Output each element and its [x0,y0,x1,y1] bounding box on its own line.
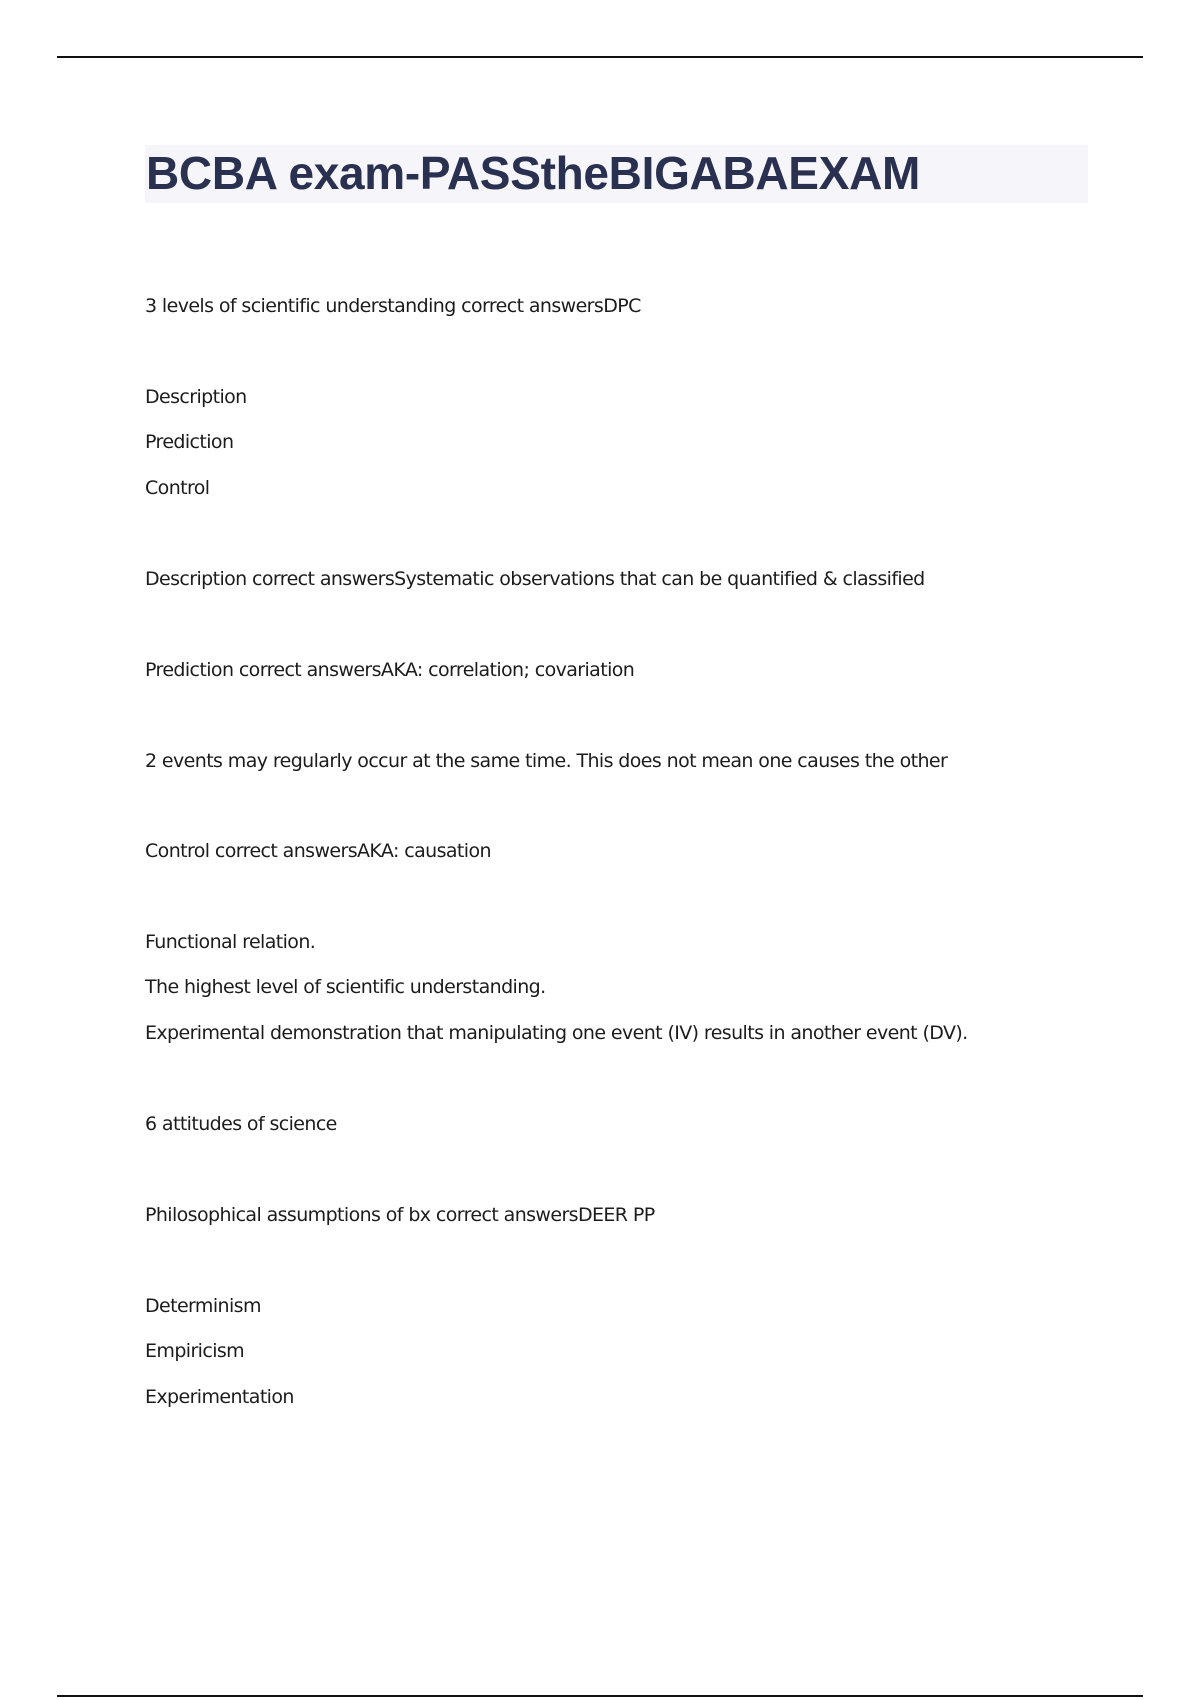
text-line: Experimental demonstration that manipulating one event (IV) results in another event (DV). [145,1022,968,1044]
top-rule [57,56,1143,58]
text-line: Prediction correct answersAKA: correlation; covariation [145,659,635,681]
text-line: Control correct answersAKA: causation [145,840,491,862]
text-line: The highest level of scientific understanding. [145,976,546,998]
text-line: Empiricism [145,1340,245,1362]
text-line: Description [145,386,247,408]
text-line: Philosophical assumptions of bx correct answersDEER PP [145,1204,655,1226]
text-line: Prediction [145,431,234,453]
text-line: 2 events may regularly occur at the same time. This does not mean one causes the other [145,750,948,772]
document-title: BCBA exam-PASStheBIGABAEXAM [146,147,921,199]
bottom-rule [57,1695,1143,1697]
text-line: Experimentation [145,1386,294,1408]
text-line: 3 levels of scientific understanding correct answersDPC [145,295,641,317]
text-line: Description correct answersSystematic observations that can be quantified & classified [145,568,925,590]
text-line: Functional relation. [145,931,316,953]
text-line: 6 attitudes of science [145,1113,337,1135]
text-line: Control [145,477,210,499]
text-line: Determinism [145,1295,261,1317]
